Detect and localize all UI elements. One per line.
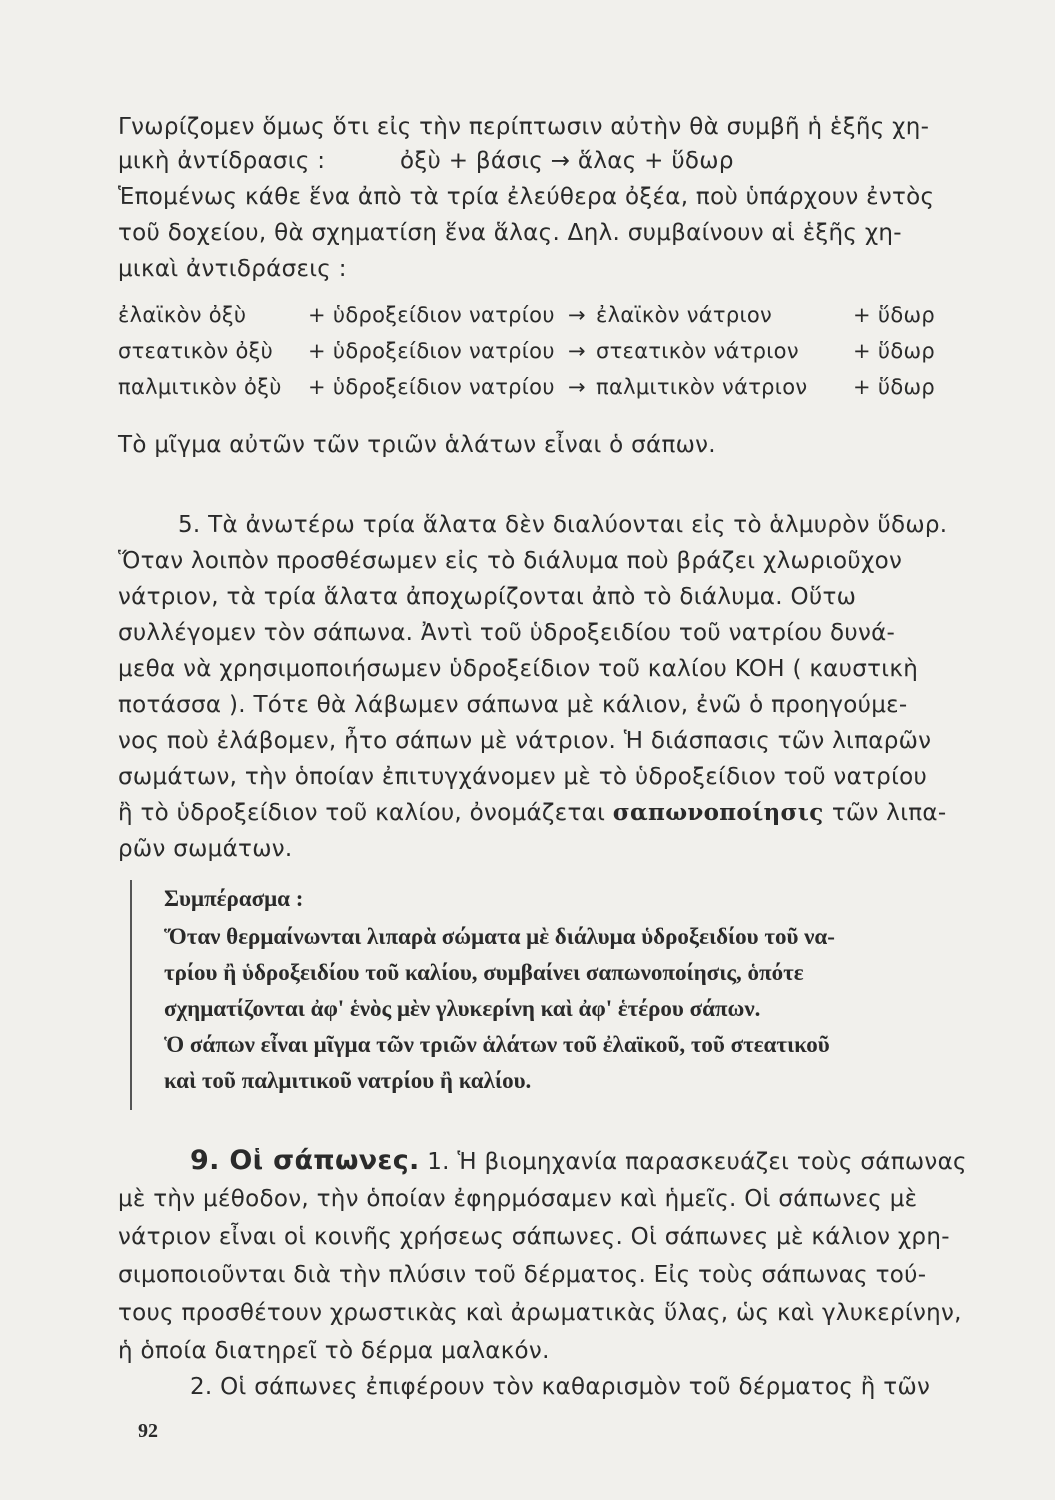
section9-line: μὲ τὴν μέθοδον, τὴν ὁποίαν ἐφηρμόσαμεν καὶ ἡμεῖς. Οἱ σάπωνες μὲ [118, 1186, 918, 1212]
para5-line: 5. Τὰ ἀνωτέρω τρία ἅλατα δὲν διαλύονται εἰς τὸ ἁλμυρὸν ὕδωρ. [178, 512, 948, 538]
para5-line: ρῶν σωμάτων. [118, 836, 293, 862]
section9-line: σιμοποιοῦνται διὰ τὴν πλύσιν τοῦ δέρματος. Εἰς τοὺς σάπωνας τού- [118, 1262, 927, 1288]
intro-line: μικαὶ ἀντιδράσεις : [118, 256, 347, 282]
para5-line: μεθα νὰ χρησιμοποιήσωμεν ὑδροξείδιον τοῦ καλίου KOH ( καυστικὴ [118, 656, 919, 682]
reaction-water: + ὕδωρ [853, 303, 935, 327]
conclusion-line: καὶ τοῦ παλμιτικοῦ νατρίου ἢ καλίου. [164, 1068, 532, 1093]
reaction-water: + ὕδωρ [853, 339, 935, 363]
para5-line: συλλέγομεν τὸν σάπωνα. Ἀντὶ τοῦ ὑδροξειδίου τοῦ νατρίου δυνά- [118, 620, 896, 646]
conclusion-line: σχηματίζονται ἀφ' ἑνὸς μὲν γλυκερίνη καὶ ἀφ' ἑτέρου σάπων. [164, 996, 761, 1021]
section9-line: τους προσθέτουν χρωστικὰς καὶ ἀρωματικὰς ὕλας, ὡς καὶ γλυκερίνην, [118, 1300, 962, 1326]
reaction-acid: στεατικὸν ὀξὺ [118, 339, 274, 363]
para5-line: ἢ τὸ ὑδροξείδιον τοῦ καλίου, ὀνομάζεται [118, 800, 606, 826]
reaction-salt: στεατικὸν νάτριον [596, 339, 799, 363]
conclusion-box [130, 880, 992, 1110]
para5-line: Ὅταν λοιπὸν προσθέσωμεν εἰς τὸ διάλυμα ποὺ βράζει χλωριοῦχον [118, 548, 903, 574]
line-tail: τῶν λιπα- [831, 800, 947, 826]
reaction-water: + ὕδωρ [853, 375, 935, 399]
reaction-acid: ἐλαϊκὸν ὀξὺ [118, 303, 247, 327]
section-heading: 9. Οἱ σάπωνες. [190, 1145, 420, 1176]
intro-line-with-reaction [118, 146, 978, 176]
intro-line: μικὴ ἀντίδρασις : [118, 148, 326, 174]
section9-line: 1. Ἡ βιομηχανία παρασκευάζει τοὺς σάπωνας [427, 1149, 967, 1175]
reaction-base: + ὑδροξείδιον νατρίου [308, 375, 555, 399]
reaction-salt: ἐλαϊκὸν νάτριον [596, 303, 773, 327]
intro-line: Ἑπομένως κάθε ἕνα ἀπὸ τὰ τρία ἐλεύθερα ὀξέα, ποὺ ὑπάρχουν ἐντὸς [118, 184, 935, 210]
reaction-arrow: → [568, 339, 586, 363]
intro-line: Γνωρίζομεν ὅμως ὅτι εἰς τὴν περίπτωσιν αὐτὴν θὰ συμβῆ ἡ ἑξῆς χη- [118, 114, 930, 140]
reaction-base: + ὑδροξείδιον νατρίου [308, 339, 555, 363]
para5-line: σωμάτων, τὴν ὁποίαν ἐπιτυγχάνομεν μὲ τὸ ὑδροξείδιον τοῦ νατρίου [118, 764, 928, 790]
reaction-arrow: → [568, 303, 586, 327]
section9-line: νάτριον εἶναι οἱ κοινῆς χρήσεως σάπωνες. Οἱ σάπωνες μὲ κάλιον χρη- [118, 1224, 950, 1250]
para5-line: νάτριον, τὰ τρία ἅλατα ἀποχωρίζονται ἀπὸ τὸ διάλυμα. Οὕτω [118, 584, 857, 610]
conclusion-line: τρίου ἢ ὑδροξειδίου τοῦ καλίου, συμβαίνει σαπωνοποίησις, ὁπότε [164, 960, 804, 985]
conclusion-line: Ὁ σάπων εἶναι μῖγμα τῶν τριῶν ἁλάτων τοῦ ἐλαϊκοῦ, τοῦ στεατικοῦ [164, 1032, 830, 1057]
intro-line: τοῦ δοχείου, θὰ σχηματίση ἕνα ἅλας. Δηλ. συμβαίνουν αἱ ἑξῆς χη- [118, 220, 902, 246]
reaction-salt: παλμιτικὸν νάτριον [596, 375, 808, 399]
general-reaction: ὀξὺ + βάσις → ἅλας + ὕδωρ [400, 148, 734, 174]
para5-line-with-term [118, 798, 978, 828]
reaction-arrow: → [568, 375, 586, 399]
para5-line: νος ποὺ ἐλάβομεν, ἦτο σάπων μὲ νάτριον. Ἡ διάσπασις τῶν λιπαρῶν [118, 728, 932, 754]
reaction-acid: παλμιτικὸν ὀξὺ [118, 375, 282, 399]
para5-line: ποτάσσα ). Τότε θὰ λάβωμεν σάπωνα μὲ κάλιον, ἐνῶ ὁ προηγούμε- [118, 692, 908, 718]
page-number: 92 [138, 1420, 158, 1442]
reaction-base: + ὑδροξείδιον νατρίου [308, 303, 555, 327]
section9-line: 2. Οἱ σάπωνες ἐπιφέρουν τὸν καθαρισμὸν τοῦ δέρματος ἢ τῶν [190, 1374, 931, 1400]
conclusion-title: Συμπέρασμα : [164, 886, 304, 911]
conclusion-line: Ὅταν θερμαίνωνται λιπαρὰ σώματα μὲ διάλυμα ὑδροξειδίου τοῦ να- [164, 924, 835, 949]
section9-line: ἡ ὁποία διατηρεῖ τὸ δέρμα μαλακόν. [118, 1338, 550, 1364]
saponification-term: σαπωνοποίησις [612, 799, 832, 826]
mixture-line: Τὸ μῖγμα αὐτῶν τῶν τριῶν ἁλάτων εἶναι ὁ σάπων. [118, 432, 716, 458]
section9-first-line [190, 1146, 980, 1177]
